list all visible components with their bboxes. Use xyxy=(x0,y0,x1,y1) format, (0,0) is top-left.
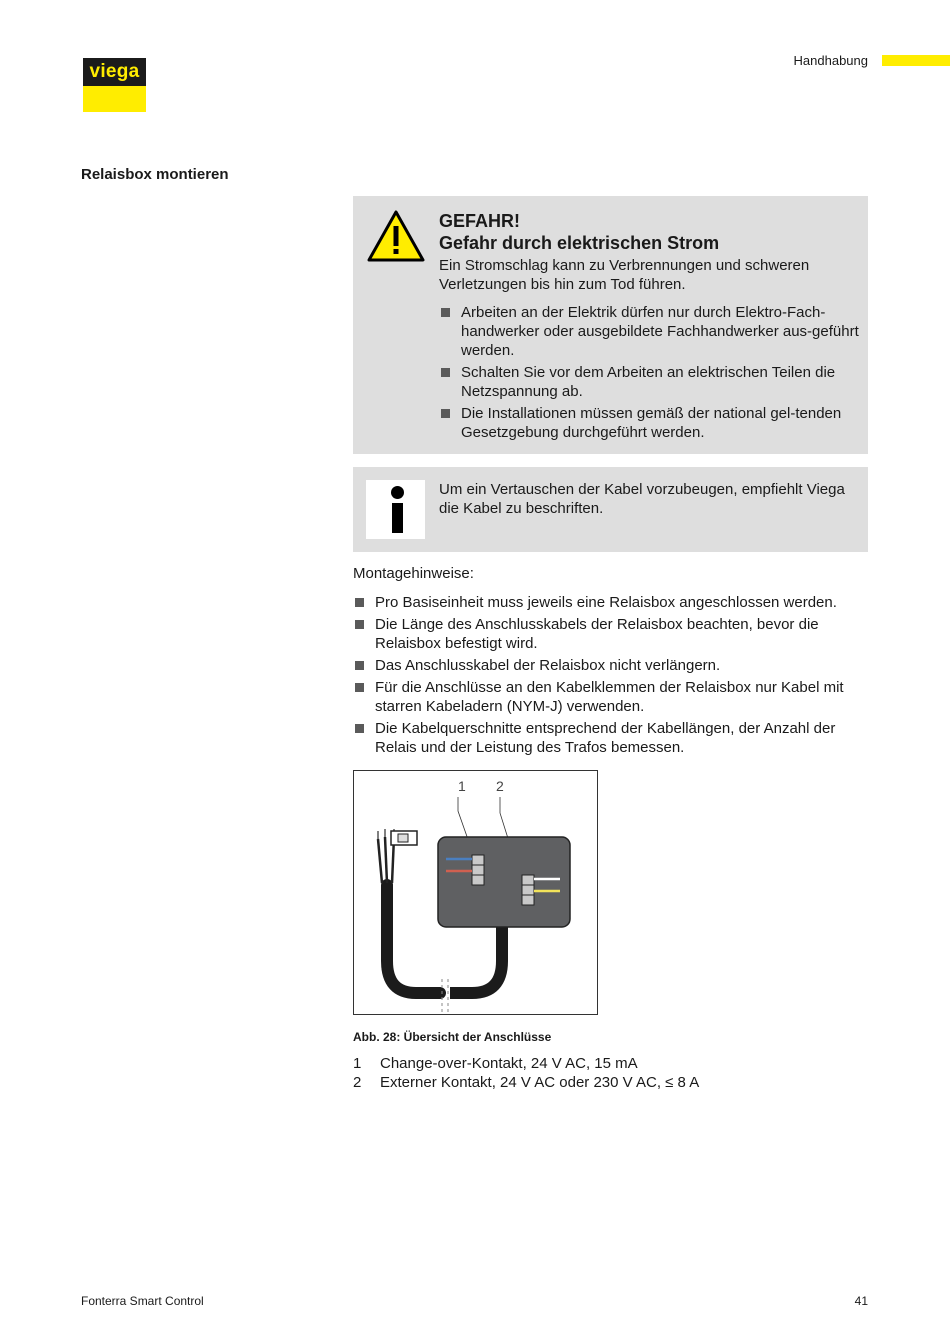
list-item: Das Anschlusskabel der Relaisbox nicht verlängern. xyxy=(353,656,873,675)
legend-item: 1 Change-over-Kontakt, 24 V AC, 15 mA xyxy=(353,1055,638,1072)
figure-legend xyxy=(353,1054,699,1092)
info-text: Um ein Vertauschen der Kabel vorzubeugen, empfiehlt Viega die Kabel zu beschriften. xyxy=(439,481,845,517)
list-item: Die Kabelquerschnitte entsprechend der Kabellängen, der Anzahl der Relais und der Leistung des Trafos bemessen. xyxy=(353,719,873,757)
square-bullet-icon xyxy=(355,683,364,692)
header-section-label: Handhabung xyxy=(793,53,868,68)
list-item: Pro Basiseinheit muss jeweils eine Relaisbox angeschlossen werden. xyxy=(353,593,873,612)
logo-text: viega xyxy=(89,61,140,82)
section-title: Relaisbox montieren xyxy=(81,166,229,183)
footer-product-name: Fonterra Smart Control xyxy=(81,1294,204,1308)
danger-subtitle: Gefahr durch elektrischen Strom xyxy=(439,233,720,253)
logo-yellow-field xyxy=(83,86,146,112)
mounting-heading: Montagehinweise: xyxy=(353,565,474,582)
logo-black-field xyxy=(83,58,146,86)
mounting-list xyxy=(353,593,873,760)
list-item: Die Länge des Anschlusskabels der Relaisbox beachten, bevor die Relaisbox befestigt wird. xyxy=(353,615,873,653)
danger-box xyxy=(353,196,868,454)
header-accent-bar xyxy=(882,55,950,66)
info-icon xyxy=(366,480,425,539)
danger-list-item: Arbeiten an der Elektrik dürfen nur durch Elektro-Fach-handwerker oder ausgebildete Fachhandwerker aus-geführt werden. xyxy=(439,303,859,360)
danger-list-item: Schalten Sie vor dem Arbeiten an elektrischen Teilen die Netzspannung ab. xyxy=(439,363,859,401)
square-bullet-icon xyxy=(441,368,450,377)
square-bullet-icon xyxy=(441,409,450,418)
warning-triangle-icon xyxy=(367,210,425,262)
legend-item: 2 Externer Kontakt, 24 V AC oder 230 V AC, ≤ 8 A xyxy=(353,1074,700,1091)
danger-list xyxy=(439,303,859,445)
relay-box-figure xyxy=(353,770,598,1015)
square-bullet-icon xyxy=(441,308,450,317)
danger-title: GEFAHR! xyxy=(439,211,520,231)
figure-caption: Abb. 28: Übersicht der Anschlüsse xyxy=(353,1030,552,1044)
page-number: 41 xyxy=(854,1294,868,1308)
square-bullet-icon xyxy=(355,661,364,670)
callout-1: 1 xyxy=(458,778,466,794)
callout-2: 2 xyxy=(496,778,504,794)
list-item: Für die Anschlüsse an den Kabelklemmen der Relaisbox nur Kabel mit starren Kabeladern (NYM-J) verwenden. xyxy=(353,678,873,716)
square-bullet-icon xyxy=(355,598,364,607)
viega-logo xyxy=(83,58,146,112)
danger-list-item: Die Installationen müssen gemäß der national gel-tenden Gesetzgebung durchgeführt werden. xyxy=(439,404,859,442)
info-box xyxy=(353,467,868,552)
relay-box-illustration xyxy=(354,771,597,1014)
square-bullet-icon xyxy=(355,724,364,733)
danger-text: Ein Stromschlag kann zu Verbrennungen und schweren Verletzungen bis hin zum Tod führen. xyxy=(439,257,810,293)
square-bullet-icon xyxy=(355,620,364,629)
